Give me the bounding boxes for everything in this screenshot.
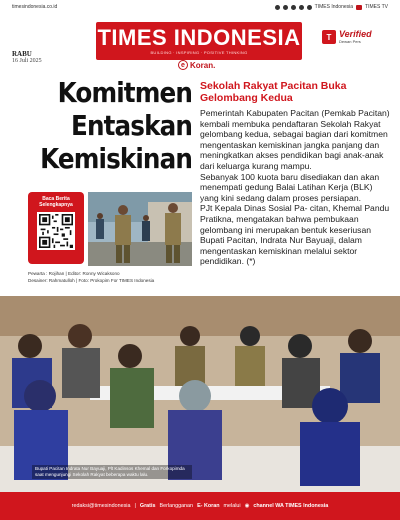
tiktok-icon[interactable]	[299, 5, 304, 10]
whatsapp-icon[interactable]: ◉	[244, 503, 250, 509]
website-url[interactable]: timesindonesia.co.id	[12, 4, 58, 10]
footer-bar	[0, 492, 400, 520]
masthead-title: TIMES INDONESIA	[97, 25, 301, 50]
times-t-logo-icon: T	[322, 30, 336, 44]
day-label: RABU	[12, 50, 32, 58]
headline	[35, 76, 192, 175]
photo-students	[0, 296, 400, 492]
date-label: 16 Juli 2025	[12, 58, 42, 64]
masthead-tagline: BUILDING · INSPIRING · POSITIVE THINKING	[150, 50, 248, 55]
credits	[28, 270, 198, 284]
footer-divider: |	[134, 503, 136, 509]
photo-caption: Bupati Pacitan Indrata Nur Bayuaji, Plt Kadinsos Khemal dan Forkopimda saat mengunjungi Sekolah Rakyat beberapa waktu lalu.	[32, 465, 192, 479]
footer-via: melalui	[223, 503, 241, 509]
headline-line: Entaskan	[71, 109, 192, 142]
x-icon[interactable]	[291, 5, 296, 10]
qr-label: Baca Berita Selengkapnya	[39, 196, 73, 208]
headline-line: Komitmen	[57, 76, 193, 109]
verified-badge	[322, 30, 372, 44]
tv-icon[interactable]	[356, 5, 362, 10]
verified-title: Verified	[339, 29, 372, 39]
article-body	[200, 108, 392, 267]
date-block	[12, 50, 42, 64]
article-paragraph: Pemerintah Kabupaten Pacitan (Pemkab Pacitan) kembali membuka pendaftaran Sekolah Rakyat gelombang kedua, sebagai bagian dari komitmen mengentaskan kemiskinan jangka panjang dan meningkatkan akses pendidikan bagi anak-anak dari keluarga kurang mampu.	[200, 108, 390, 171]
footer-email[interactable]: redaksi@timesindonesia	[71, 503, 131, 509]
article-subtitle: Sekolah Rakyat Pacitan Buka Gelombang Kedua	[200, 80, 347, 104]
headline-line: Kemiskinan	[40, 142, 193, 175]
brand-social-label: TIMES Indonesia	[314, 4, 354, 10]
footer-channel[interactable]: channel WA TIMES Indonesia	[253, 503, 329, 509]
brand-tv-label: TIMES TV	[365, 4, 388, 10]
photo-officials	[88, 192, 192, 266]
youtube-icon[interactable]	[307, 5, 312, 10]
e-koran-icon: e	[178, 60, 188, 70]
section-ekoran	[178, 60, 215, 70]
section-label: Koran.	[190, 60, 216, 70]
instagram-icon[interactable]	[283, 5, 288, 10]
facebook-icon[interactable]	[275, 5, 280, 10]
article-paragraph: PJt Kepala Dinas Sosial Pa- citan, Khemal Pandu Pratikna, mengatakan bahwa pembukaan gelombang ini merupakan bentuk keseriusan Bupati Pacitan, Indrata Nur Bayuaji, dalam mengentaskan kemiskinan melalui sektor pendidikan. (*)	[200, 203, 390, 267]
qr-read-more[interactable]	[28, 192, 84, 264]
social-links	[275, 4, 388, 10]
footer-cta-bold: Gratis	[139, 503, 156, 509]
masthead-logo[interactable]	[96, 22, 302, 60]
credits-line: Desainer: Rahmatulloh | Foto: Prokopim For TIMES Indonesia	[28, 278, 155, 283]
footer-product[interactable]: E- Koran	[197, 503, 220, 509]
top-bar	[0, 0, 400, 14]
footer-cta-text: Berlangganan	[159, 503, 194, 509]
credits-line: Pewarta : Rojihan | Editor: Ronny Wicaksono	[28, 271, 120, 276]
article-paragraph: Sebanyak 100 kuota baru disediakan dan akan menempati gedung Balai Latihan Kerja (BLK) yang kini sedang dalam proses persiapan.	[200, 171, 380, 203]
qr-code-icon[interactable]	[37, 212, 75, 250]
verified-subtitle: Dewan Pers	[339, 39, 361, 44]
